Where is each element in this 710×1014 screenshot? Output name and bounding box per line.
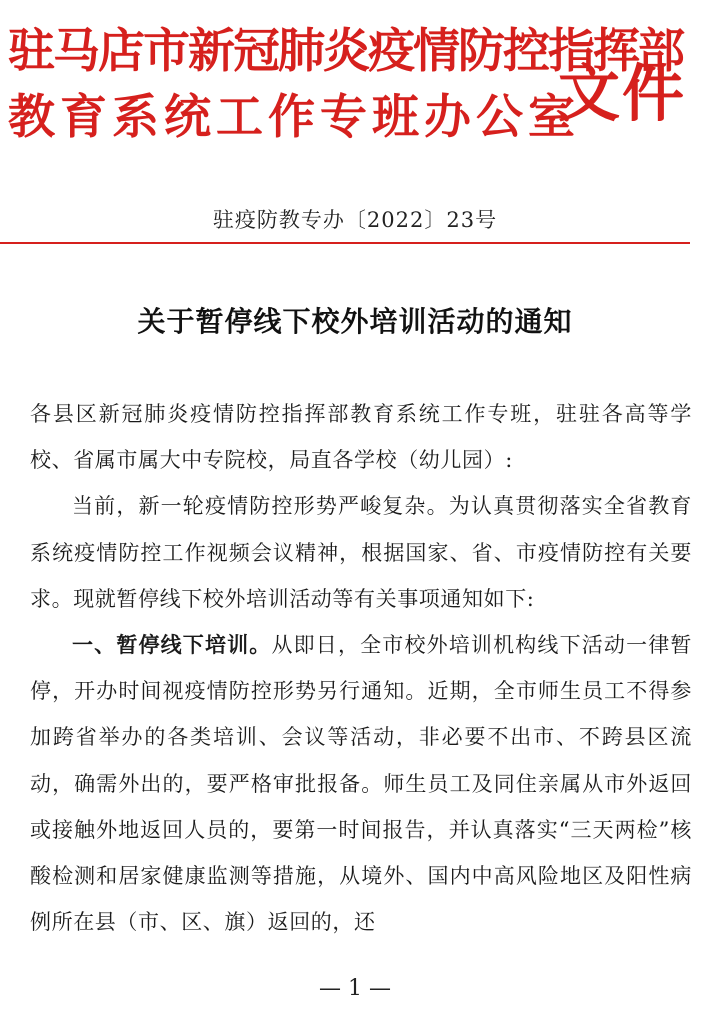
page-number: — 1 —	[319, 976, 391, 1001]
section-1-paragraph	[30, 622, 692, 945]
document-type-label: 文件	[558, 57, 687, 130]
section-1-text: 从即日，全市校外培训机构线下活动一律暂停，开办时间视疫情防控形势另行通知。近期，全市师生员工不得参加跨省举办的各类培训、会议等活动，非必要不出市、不跨县区流动，确需外出的，要严格审批报备。师生员工及同住亲属从市外返回或接触外地返回人员的，要第一时间报告，并认真落实“三天两检”核酸检测和居家健康监测等措施，从境外、国内中高风险地区及阳性病例所在县（市、区、旗）返回的，还	[30, 633, 692, 935]
document-number: 驻疫防教专办〔2022〕23号	[212, 208, 498, 232]
section-1-heading: 一、暂停线下培训。	[72, 633, 272, 658]
document-header	[0, 0, 710, 160]
addressee-paragraph: 各县区新冠肺炎疫情防控指挥部教育系统工作专班，驻驻各高等学校、省属市属大中专院校，局直各学校（幼儿园）:	[30, 402, 692, 473]
notice-title: 关于暂停线下校外培训活动的通知	[137, 305, 573, 338]
document-body	[30, 391, 692, 945]
red-divider-line	[0, 242, 690, 244]
intro-paragraph: 当前，新一轮疫情防控形势严峻复杂。为认真贯彻落实全省教育系统疫情防控工作视频会议精神，根据国家、省、市疫情防控有关要求。现就暂停线下校外培训活动等有关事项通知如下:	[30, 494, 692, 611]
issuing-org-line-1: 驻马店市新冠肺炎疫情防控指挥部	[8, 24, 683, 79]
issuing-org-line-2: 教育系统工作专班办公室	[8, 90, 580, 145]
